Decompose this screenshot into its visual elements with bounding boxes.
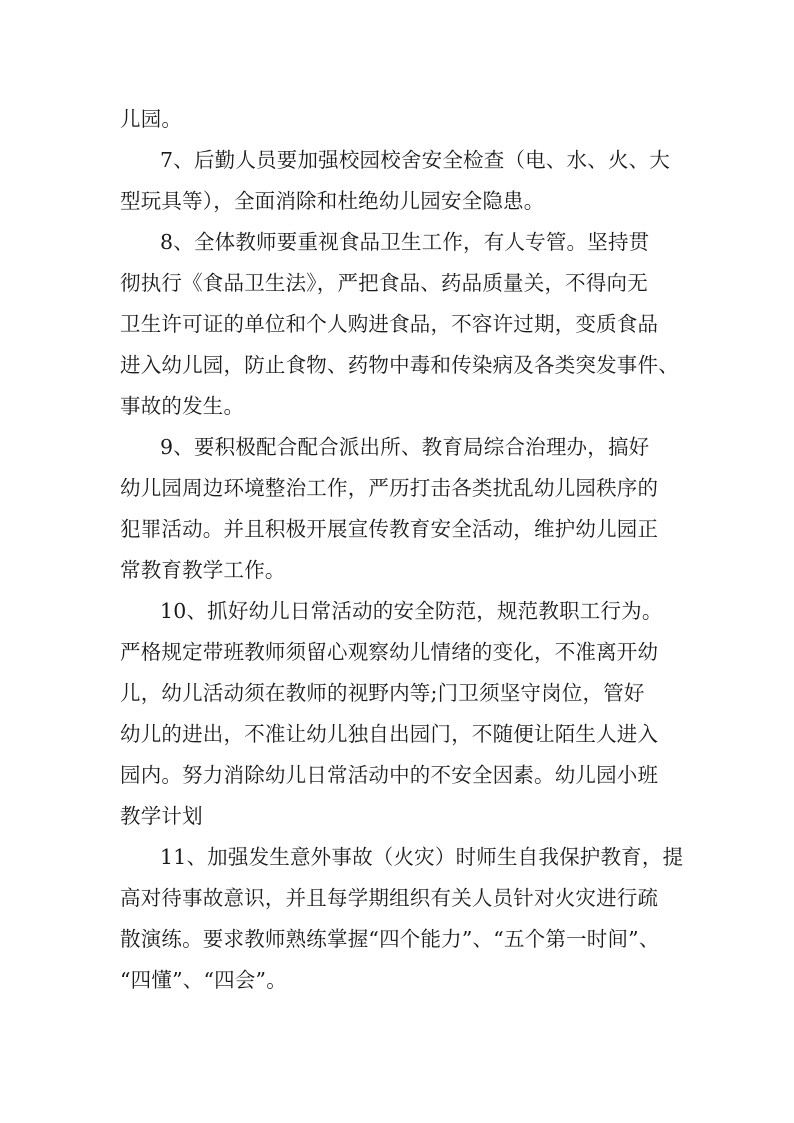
text-line: 严格规定带班教师须留心观察幼儿情绪的变化，不准离开幼	[120, 640, 659, 664]
text-line: 犯罪活动。并且积极开展宣传教育安全活动，维护幼儿园正	[120, 517, 659, 541]
text-line: “四懂”、“四会”。	[120, 968, 287, 992]
text-line: 常教育教学工作。	[120, 558, 286, 582]
text-line: 事故的发生。	[120, 394, 245, 418]
text-line: 儿园。	[120, 107, 183, 131]
text-line: 进入幼儿园，防止食物、药物中毒和传染病及各类突发事件、	[120, 353, 679, 377]
text-line: 卫生许可证的单位和个人购进食品，不容许过期，变质食品	[120, 312, 659, 336]
paragraph-10-start: 10、抓好幼儿日常活动的安全防范，规范教职工行为。	[160, 599, 663, 623]
text-line: 型玩具等），全面消除和杜绝幼儿园安全隐患。	[120, 189, 545, 213]
text-line: 彻执行《食品卫生法》，严把食品、药品质量关，不得向无	[120, 271, 648, 295]
text-line: 幼儿的进出，不准让幼儿独自出园门，不随便让陌生人进入	[120, 722, 659, 746]
text-line: 散演练。要求教师熟练掌握“四个能力”、“五个第一时间”、	[120, 927, 660, 951]
paragraph-9-start: 9、要积极配合配合派出所、教育局综合治理办，搞好	[160, 435, 650, 459]
text-line: 园内。努力消除幼儿日常活动中的不安全因素。幼儿园小班	[120, 763, 659, 787]
paragraph-7-start: 7、后勤人员要加强校园校舍安全检查（电、水、火、大	[160, 148, 671, 172]
text-line: 幼儿园周边环境整治工作，严历打击各类扰乱幼儿园秩序的	[120, 476, 659, 500]
text-line: 高对待事故意识，并且每学期组织有关人员针对火灾进行疏	[120, 886, 659, 910]
text-line: 儿，幼儿活动须在教师的视野内等;门卫须坚守岗位，管好	[120, 681, 645, 705]
paragraph-8-start: 8、全体教师要重视食品卫生工作，有人专管。坚持贯	[160, 230, 650, 254]
text-line: 教学计划	[120, 804, 203, 828]
paragraph-11-start: 11、加强发生意外事故（火灾）时师生自我保护教育，提	[160, 845, 684, 869]
